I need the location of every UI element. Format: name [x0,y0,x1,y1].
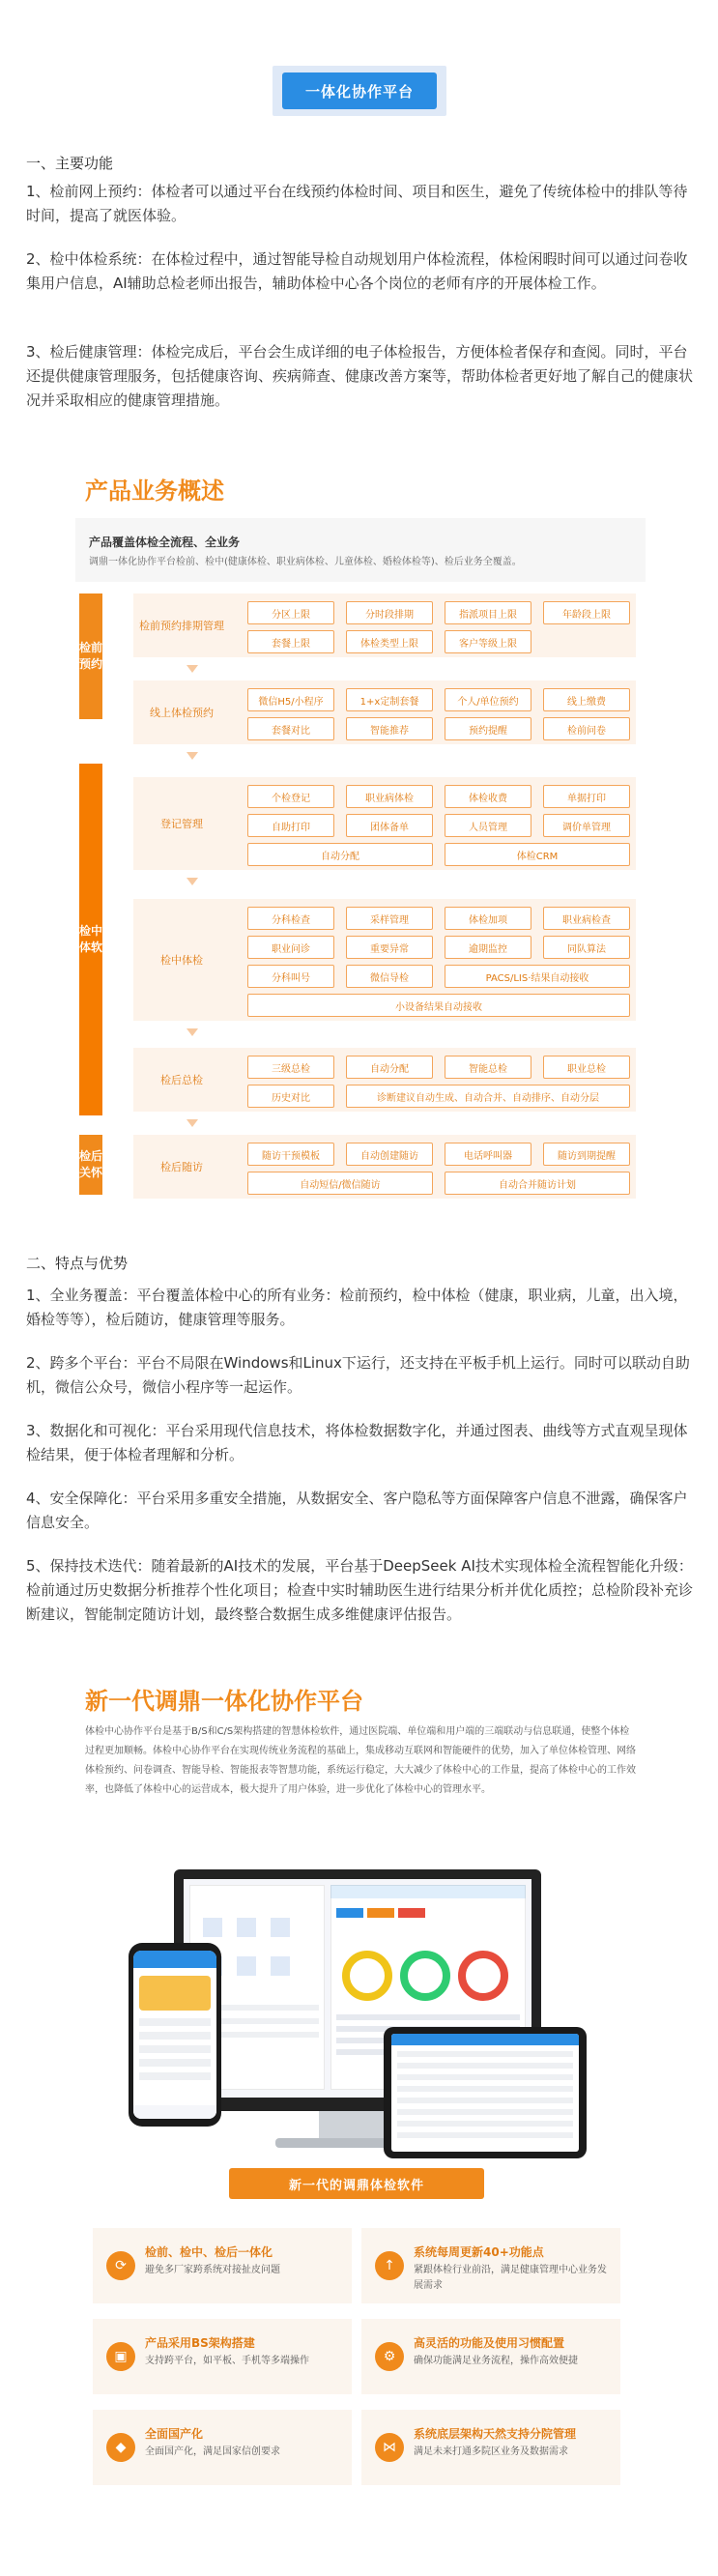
feature-chip: 体检CRM [445,843,630,866]
feature-card [361,2319,620,2394]
feature-chip: 电话呼叫器 [445,1143,531,1166]
feature-chip: 职业问诊 [247,936,334,959]
section2-paragraph-4: 4、安全保障化：平台采用多重安全措施，从数据安全、客户隐私等方面保障客户信息不泄露，确保客户信息安全。 [26,1490,688,1531]
phase-in-exam: 检中 体软 [79,764,102,1115]
feature-chip: 微信H5/小程序 [247,688,334,711]
feature-chip: 团体备单 [346,814,433,837]
feature-title: 产品采用BS架构搭建 [145,2336,255,2350]
feature-chip: 同队算法 [543,936,630,959]
feature-chip: 单据打印 [543,785,630,808]
feature-chip: 自动短信/微信随访 [247,1172,433,1195]
overview-description: 调鼎一体化协作平台检前、检中(健康体检、职业病体检、儿童体检、婚检体检等)、检后业务全覆盖。 [89,557,522,567]
feature-chip: 分科检查 [247,907,334,930]
feature-chip: 检前问卷 [543,717,630,740]
section2-paragraph-2: 2、跨多个平台：平台不局限在Windows和Linux下运行，还支持在平板手机上运行。同时可以联动自助机，微信公众号，微信小程序等一起运作。 [26,1354,690,1396]
feature-chip: 1+x定制套餐 [346,688,433,711]
row-label: 登记管理 [160,818,203,830]
showcase-description: 体检中心协作平台是基于B/S和C/S架构搭建的智慧体检软件，通过医院端、单位端和用户端的三端联动与信息联通，使整个体检过程更加顺畅。体检中心协作平台在实现传统业务流程的基础上，集成移动互联网和智能硬件的优势，加入了单位体检管理、网络体检预约、问卷调查、智能导检、智能报表等智慧功能，系统运行稳定，大大减少了体检中心的工作量，提高了体检中心的工作效率，也降低了体检中心的运营成本，极大提升了用户体验，进一步优化了体检中心的管理水平。 [85,1726,636,1795]
feature-chip: 体检加项 [445,907,531,930]
phone-screen [133,1951,216,2119]
feature-title: 全面国产化 [145,2427,204,2441]
phone-app-graphic [133,1951,216,2119]
feature-desc: 支持跨平台，如平板、手机等多端操作 [145,2356,309,2366]
feature-chip: 分科叫号 [247,965,334,988]
feature-chip: 线上缴费 [543,688,630,711]
feature-chip: 调价单管理 [543,814,630,837]
feature-chip: 分区上限 [247,601,334,624]
shield-icon: ◆ [106,2433,135,2462]
feature-chip: 三级总检 [247,1056,334,1079]
feature-title: 检前、检中、检后一体化 [145,2245,273,2259]
browser-icon: ▣ [106,2342,135,2371]
title-banner [0,66,718,116]
feature-chip: 重要异常 [346,936,433,959]
row-label: 检中体检 [160,954,203,967]
feature-desc: 确保功能满足业务流程，操作高效便捷 [414,2356,578,2366]
config-icon: ⚙ [375,2342,404,2371]
feature-card [93,2319,352,2394]
feature-chip: 职业病检查 [543,907,630,930]
feature-title: 高灵活的功能及使用习惯配置 [414,2336,565,2350]
feature-chip: 职业总检 [543,1056,630,1079]
feature-desc: 全面国产化，满足国家信创要求 [145,2446,280,2457]
flow-arrow [187,1119,198,1127]
overview-title: 产品业务概述 [85,478,224,505]
feature-chip: 指派项目上限 [445,601,531,624]
section1-paragraph-3: 3、检后健康管理：体检完成后，平台会生成详细的电子体检报告，方便体检者保存和查阅。同时，平台还提供健康管理服务，包括健康咨询、疾病筛查、健康改善方案等，帮助体检者更好地了解自己的健康状况并采取相应的健康管理措施。 [26,343,694,409]
feature-chip: 套餐对比 [247,717,334,740]
section2-paragraph-5: 5、保持技术迭代：随着最新的AI技术的发展，平台基于DeepSeek AI技术实现体检全流程智能化升级：检前通过历史数据分析推荐个性化项目；检查中实时辅助医生进行结果分析并优化质控；总检阶段补充诊断建议，智能制定随访计划，最终整合数据生成多维健康评估报告。 [26,1557,694,1623]
network-icon: ⋈ [375,2433,404,2462]
flow-icon: ⟳ [106,2251,135,2280]
feature-chip: PACS/LIS·结果自动接收 [445,965,630,988]
feature-chip: 年龄段上限 [543,601,630,624]
overview-intro-box [75,518,646,582]
feature-chip: 自助打印 [247,814,334,837]
overview-subtitle: 产品覆盖体检全流程、全业务 [89,535,241,549]
section1-paragraph-1: 1、检前网上预约：体检者可以通过平台在线预约体检时间、项目和医生，避免了传统体检中的排队等待时间，提高了就医体验。 [26,183,688,224]
feature-chip: 智能总检 [445,1056,531,1079]
feature-desc: 紧跟体检行业前沿，满足健康管理中心业务发展需求 [414,2265,607,2291]
section2-paragraph-1: 1、全业务覆盖：平台覆盖体检中心的所有业务：检前预约，检中体检（健康，职业病，儿童，出入境，婚检等等），检后随访，健康管理等服务。 [26,1287,688,1328]
feature-chip: 预约提醒 [445,717,531,740]
feature-chip: 体检收费 [445,785,531,808]
section1-paragraph-2: 2、检中体检系统：在体检过程中，通过智能导检自动规划用户体检流程，体检闲暇时间可以通过问卷收集用户信息，AI辅助总检老师出报告，辅助体检中心各个岗位的老师有序的开展体检工作。 [26,250,688,292]
page-title: 一体化协作平台 [282,72,437,109]
feature-chip: 诊断建议自动生成、自动合并、自动排序、自动分层 [346,1085,630,1108]
feature-chip: 职业病体检 [346,785,433,808]
flow-arrow [187,1028,198,1036]
feature-card [361,2228,620,2303]
flow-arrow [187,665,198,673]
feature-card [361,2410,620,2485]
feature-title: 系统底层架构天然支持分院管理 [414,2427,577,2441]
feature-chip: 个检登记 [247,785,334,808]
flow-arrow [187,878,198,885]
section1-heading: 一、主要功能 [26,155,114,172]
product-overview-figure [75,458,646,1230]
feature-title: 系统每周更新40+功能点 [414,2245,544,2259]
feature-chip: 微信导检 [346,965,433,988]
feature-chip: 逾期监控 [445,936,531,959]
feature-chip: 套餐上限 [247,630,334,653]
feature-chip: 体检类型上限 [346,630,433,653]
feature-chip: 历史对比 [247,1085,334,1108]
section2-heading: 二、特点与优势 [26,1255,129,1272]
feature-chip: 采样管理 [346,907,433,930]
feature-chip: 随访干预模板 [247,1143,334,1166]
phase-pre-exam: 检前 预约 [79,593,102,719]
row-label: 检后总检 [160,1074,203,1086]
feature-chip: 自动分配 [346,1056,433,1079]
feature-chip: 自动创建随访 [346,1143,433,1166]
feature-chip: 智能推荐 [346,717,433,740]
software-button: 新一代的调鼎体检软件 [229,2168,484,2199]
feature-chip: 随访到期提醒 [543,1143,630,1166]
feature-chip: 分时段排期 [346,601,433,624]
update-icon: ↑ [375,2251,404,2280]
feature-card [93,2410,352,2485]
section2-paragraph-3: 3、数据化和可视化：平台采用现代信息技术，将体检数据数字化，并通过图表、曲线等方式直观呈现体检结果，便于体检者理解和分析。 [26,1422,688,1463]
phase-post-exam: 检后 关怀 [79,1135,102,1195]
row-label: 线上体检预约 [150,707,214,719]
feature-chip: 自动合并随访计划 [445,1172,630,1195]
feature-chip: 自动分配 [247,843,433,866]
feature-chip: 个人/单位预约 [445,688,531,711]
feature-desc: 满足未来打通多院区业务及数据需求 [414,2446,568,2457]
feature-desc: 避免多厂家跨系统对接扯皮问题 [145,2265,280,2275]
tablet-app-graphic [391,2034,579,2152]
feature-chip: 客户等级上限 [445,630,531,653]
tablet-screen [391,2034,579,2152]
row-label: 检后随访 [160,1161,203,1173]
feature-chip: 人员管理 [445,814,531,837]
showcase-title: 新一代调鼎一体化协作平台 [85,1688,363,1715]
feature-chip: 小设备结果自动接收 [247,994,630,1017]
feature-card [93,2228,352,2303]
flow-arrow [187,752,198,760]
row-label: 检前预约排期管理 [139,620,224,632]
